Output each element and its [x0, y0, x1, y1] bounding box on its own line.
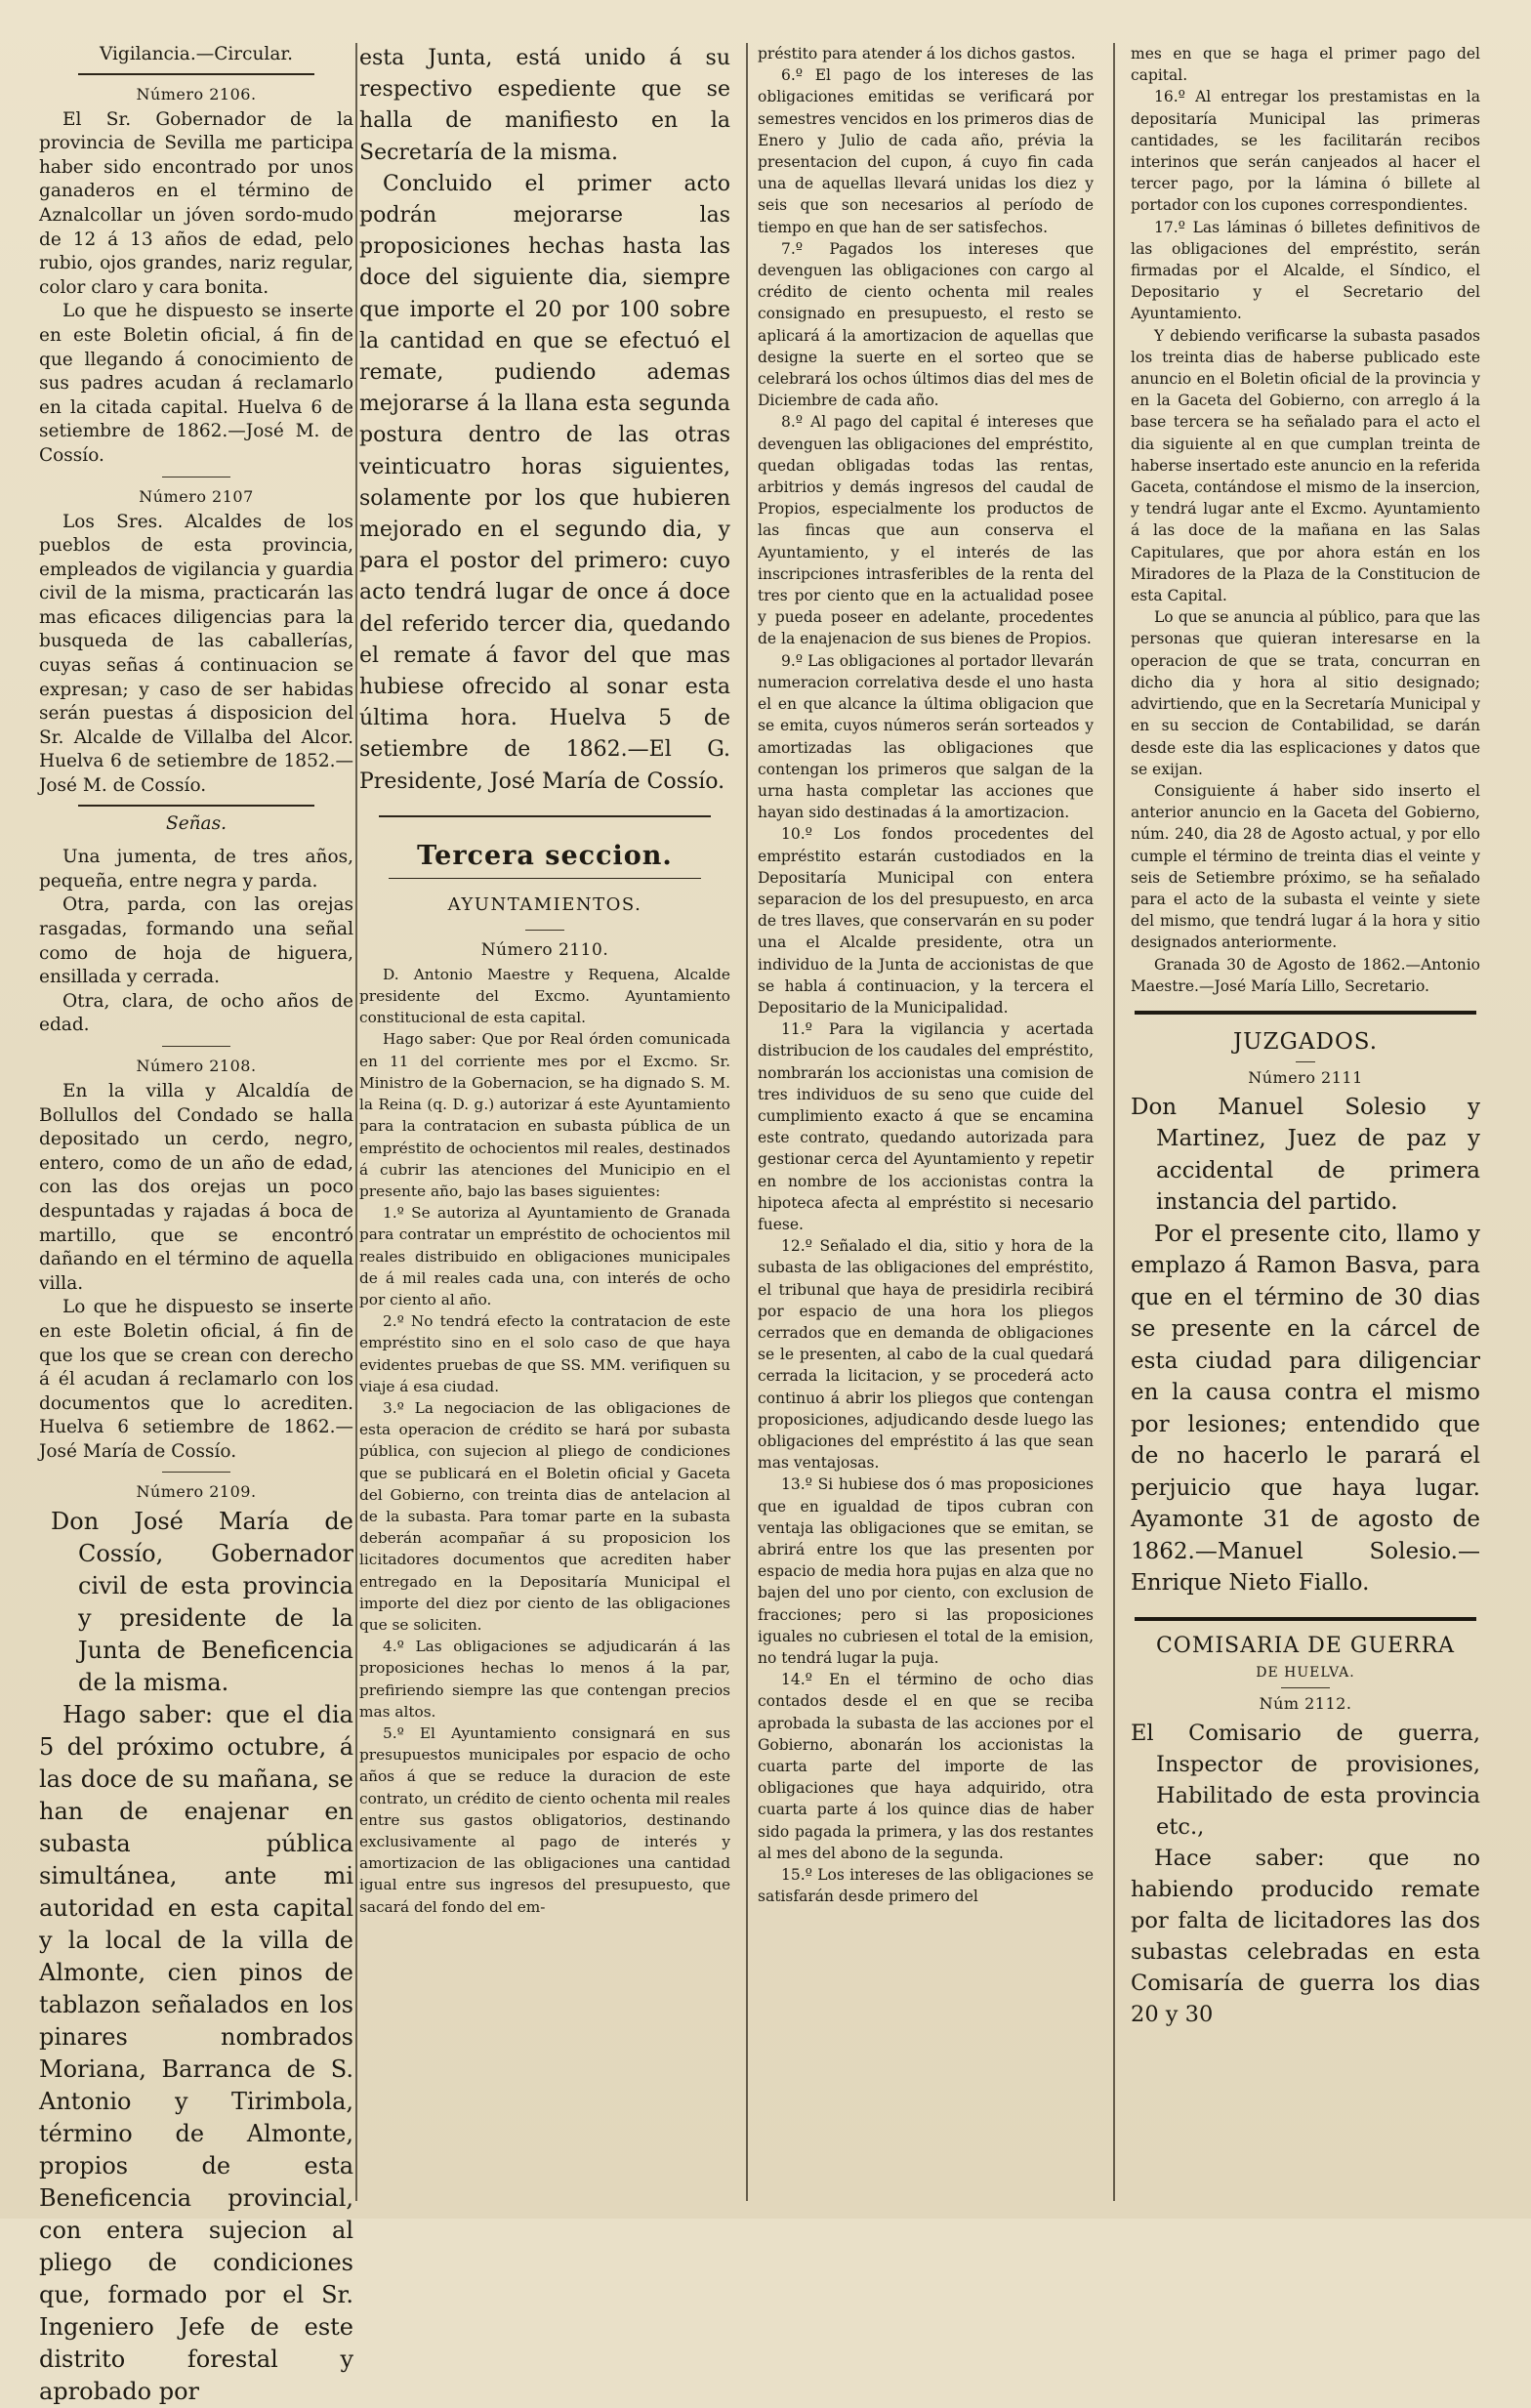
signature-line: Granada 30 de Agosto de 1862.—Antonio Maestre.—José María Lillo, Secretario. — [1131, 955, 1480, 995]
notice-paragraph: Consiguiente á haber sido inserto el anterior anuncio en la Gaceta del Gobierno, núm. 240, dia 28 de Agosto actual, y por ello cumple el término de treinta dias el veinte y seis de Setiembre próximo, se ha señalado para el acto de la subasta el veinte y siete del mismo, que tendrá lugar á la hora y sitio designados anteriormente. — [1131, 781, 1480, 952]
notice-heading: Don Manuel Solesio y Martinez, Juez de paz y accidental de primera instancia del partido. — [1131, 1094, 1480, 1216]
subheading: Señas. — [166, 812, 227, 834]
notice-paragraph: Concluido el primer acto podrán mejorarse las proposiciones hechas hasta las doce del siguiente dia, siempre que importe el 20 por 100 sobre la cantidad en que se efectuó el remate, pudiendo ademas mejorarse á la llana esta segunda postura dentro de las otras veinticuatro horas siguientes, solamente por los que hubieren mejorado en el segundo dia, y para el postor del primero: cuyo acto tendrá lugar de once á doce del referido tercer dia, quedando el remate á favor del que mas hubiese ofrecido al sonar esta última hora. Huelva 5 de setiembre de 1862.—El G. Presidente, José María de Cossío. — [359, 171, 730, 794]
divider — [525, 930, 564, 931]
base-item: 17.º Las láminas ó billetes definitivos de las obligaciones del empréstito, serán firmadas por el Alcalde, el Síndico, el Depositario y el Secretario del Ayuntamiento. — [1131, 218, 1480, 323]
notice-paragraph: Lo que he dispuesto se inserte en este Boletin oficial, á fin de que llegando á conocimiento de sus padres acudan á reclamarlo en la citada capital. Huelva 6 de setiembre de 1862.—José M. de Cossío. — [39, 301, 353, 466]
notice-paragraph: Los Sres. Alcaldes de los pueblos de esta provincia, empleados de vigilancia y guardia civil de la misma, practicarán las mas eficaces diligencias para la busqueda de las caballerías, cuyas señas á continuacion se expresan; y caso de ser habidas serán puestas á disposicion del Sr. Alcalde de Villalba del Alcor. Huelva 6 de setiembre de 1852.—José M. de Cossío. — [39, 511, 353, 797]
notice-heading: El Comisario de guerra, Inspector de provisiones, Habilitado de esta provincia etc., — [1131, 1720, 1480, 1840]
notice-paragraph: mes en que se haga el primer pago del capital. — [1131, 45, 1480, 85]
notice-paragraph: Lo que he dispuesto se inserte en este Boletin oficial, á fin de que los que se crean con derecho á él acudan á reclamarlo con los documentos que lo acrediten. Huelva 6 setiembre de 1862.—José María de Cossío. — [39, 1297, 353, 1462]
column-rule — [1113, 43, 1115, 2201]
description-item: Otra, clara, de ocho años de edad. — [39, 990, 353, 1036]
notice-paragraph: esta Junta, está unido á su respectivo espediente que se halla de manifiesto en la Secretaría de la misma. — [359, 46, 730, 165]
base-item: 4.º Las obligaciones se adjudicarán á las proposiciones hechas lo menos á la par, prefiriendo siempre las que contengan precios mas altos. — [359, 1638, 730, 1721]
notice-paragraph: Hago saber: que el dia 5 del próximo octubre, á las doce de su mañana, se han de enajenar en subasta pública simultánea, ante mi autoridad en esta capital y la local de la villa de Almonte, cien pinos de tablazon señalados en los pinares nombrados Moriana, Barranca de S. Antonio y Tirimbola, término de Almonte, propios de esta Beneficencia provincial, con entera sujecion al pliego de condiciones que, formado por el Sr. Ingeniero Jefe de este distrito forestal y aprobado por — [39, 1701, 353, 2406]
notice-number: Número 2111 — [1248, 1067, 1363, 1087]
column-3 — [758, 43, 1094, 2211]
notice-number: Número 2107 — [139, 486, 254, 506]
notice-number: Número 2108. — [136, 1056, 257, 1075]
divider — [1296, 1061, 1315, 1062]
description-item: Una jumenta, de tres años, pequeña, entre negra y parda. — [39, 847, 353, 892]
notice-number: Número 2109. — [136, 1482, 257, 1502]
notice-paragraph: Hago saber: Que por Real órden comunicada en 11 del corriente mes por el Excmo. Sr. Ministro de la Gobernacion, se ha dignado S. M. la Reina (q. D. g.) autorizar á este Ayuntamiento para la contratacion en subasta pública de un empréstito de ochocientos mil reales, destinados á cubrir las atenciones del Municipio en el presente año, bajo las bases siguientes: — [359, 1030, 730, 1200]
notice-paragraph: D. Antonio Maestre y Requena, Alcalde presidente del Excmo. Ayuntamiento constitucional de esta capital. — [359, 965, 730, 1027]
description-item: Otra, parda, con las orejas rasgadas, formando una señal como de hoja de higuera, ensillada y cerrada. — [39, 894, 353, 988]
divider — [78, 73, 314, 75]
divider — [379, 815, 711, 817]
base-item: 2.º No tendrá efecto la contratacion de este empréstito sino en el solo caso de que haya evidentes pruebas de que SS. MM. verifiquen su viaje á esa ciudad. — [359, 1312, 730, 1395]
base-item: 1.º Se autoriza al Ayuntamiento de Granada para contratar un empréstito de ochocientos mil reales distribuido en obligaciones municipales de á mil reales cada una, con interés de ocho por ciento al año. — [359, 1204, 730, 1308]
section-heading: Vigilancia.—Circular. — [99, 44, 294, 64]
base-item: 3.º La negociacion de las obligaciones de esta operacion de crédito se hará por subasta pública, con sujecion al pliego de condiciones que se publicará en el Boletin oficial y Gaceta del Gobierno, con treinta dias de antelacion al de la subasta. Para tomar parte en la subasta deberán acompañar á su proposicion los licitadores documentos que acrediten haber entregado en la Depositaría Municipal el importe del diez por ciento de las obligaciones que se soliciten. — [359, 1398, 730, 1634]
section-subtitle: JUZGADOS. — [1232, 1028, 1379, 1055]
notice-paragraph: préstito para atender á los dichos gastos. — [758, 45, 1076, 62]
notice-paragraph: Lo que se anuncia al público, para que las personas que quieran interesarse en la operacion de que se trata, concurran en dicho dia y hora al sitio designado; advirtiendo, que en la Secretaría Municipal y en su seccion de Contabilidad, se darán desde este dia las esplicaciones y datos que se exijan. — [1131, 608, 1480, 778]
column-4 — [1131, 43, 1480, 2211]
section-title: Tercera seccion. — [417, 840, 673, 871]
divider — [1135, 1011, 1476, 1015]
divider — [78, 805, 314, 807]
column-2 — [359, 43, 730, 2201]
notice-number: Número 2110. — [480, 939, 609, 960]
column-rule — [355, 43, 357, 2201]
section-subtitle: COMISARIA DE GUERRA — [1155, 1633, 1456, 1658]
divider — [1135, 1617, 1476, 1621]
notice-paragraph: El Sr. Gobernador de la provincia de Sevilla me participa haber sido encontrado por unos ganaderos en el término de Aznalcollar un jóven sordo-mudo de 12 á 13 años de edad, pelo rubio, ojos grandes, nariz regular, color claro y cara bonita. — [39, 108, 353, 298]
divider — [389, 878, 701, 879]
base-item: 10.º Los fondos procedentes del empréstito estarán custodiados en la Depositaría Municipal con entera separacion de los del presupuesto, en arca de tres llaves, que conservarán en su poder una el Alcalde presidente, otra un individuo de la Junta de accionistas de que se habla á continuacion, y la tercera el Depositario de la Municipalidad. — [758, 825, 1094, 1017]
notice-number: Número 2106. — [136, 84, 257, 104]
base-item: 8.º Al pago del capital é intereses que devenguen las obligaciones del empréstito, quedan obligadas todas las rentas, arbitrios y demás ingresos del caudal de Propios, especialmente los productos de las fincas que aun conserva el Ayuntamiento, y el interés de las inscripciones intrasferibles de la renta del tres por ciento que en la actualidad posee y pueda poseer en adelante, procedentes de la enajenacion de sus bienes de Propios. — [758, 413, 1094, 648]
notice-paragraph: Por el presente cito, llamo y emplazo á Ramon Basva, para que en el término de 30 dias se presente en la cárcel de esta ciudad para diligenciar en la causa contra el mismo por lesiones; entendido que de no hacerlo le parará el perjuicio que haya lugar. Ayamonte 31 de agosto de 1862.—Manuel Solesio.—Enrique Nieto Fiallo. — [1131, 1221, 1480, 1597]
base-item: 15.º Los intereses de las obligaciones se satisfarán desde primero del — [758, 1866, 1094, 1906]
column-1 — [39, 43, 353, 2406]
notice-paragraph: Y debiendo verificarse la subasta pasados los treinta dias de haberse publicado este anuncio en el Boletin oficial de la provincia y en la Gaceta del Gobierno, con arreglo á la base tercera se ha señalado para el acto el dia siguiente al en que cumplan treinta de haberse insertado este anuncio en la referida Gaceta, contándose el mismo de la insercion, y tendrá lugar ante el Excmo. Ayuntamiento á las doce de la mañana en las Salas Capitulares, que por ahora están en los Miradores de la Plaza de la Constitucion de esta Capital. — [1131, 326, 1480, 605]
base-item: 7.º Pagados los intereses que devenguen las obligaciones con cargo al crédito de ciento ochenta mil reales consignado en presupuesto, el resto se aplicará á la amortizacion de aquellas que designe la suerte en el sorteo que se celebrará los ochos últimos dias del mes de Diciembre de cada año. — [758, 239, 1094, 410]
section-subtitle: DE HUELVA. — [1256, 1664, 1355, 1681]
notice-paragraph: Hace saber: que no habiendo producido remate por falta de licitadores las dos subastas celebradas en esta Comisaría de guerra los dias 20 y 30 — [1131, 1845, 1480, 2027]
base-item: 11.º Para la vigilancia y acertada distribucion de los caudales del empréstito, nombrarán los accionistas una comision de tres individuos de su seno que cuide del cumplimiento exacto á que se encamina este contrato, quedando autorizada para gestionar cerca del Ayuntamiento y repetir en nombre de los accionistas contra la hipoteca afecta al empréstito si necesario fuese. — [758, 1020, 1094, 1233]
divider — [1281, 1687, 1330, 1688]
base-item: 14.º En el término de ocho dias contados desde el en que se reciba aprobada la subasta de las acciones por el Gobierno, abonarán los accionistas la cuarta parte del importe de las obligaciones que haya adquirido, otra cuarta parte á los quince dias de haber sido pagada la primera, y las dos restantes al mes del abono de la segunda. — [758, 1671, 1094, 1862]
notice-paragraph: En la villa y Alcaldía de Bollullos del Condado se halla depositado un cerdo, negro, entero, como de un año de edad, con las dos orejas un poco despuntadas y rajadas á boca de martillo, que se encontró dañando en el término de aquella villa. — [39, 1080, 353, 1294]
base-item: 12.º Señalado el dia, sitio y hora de la subasta de las obligaciones del empréstito, el tribunal que haya de presidirla recibirá por espacio de una hora los pliegos cerrados que en demanda de obligaciones se le presenten, al cabo de la cual quedará cerrada la licitacion, y se procederá acto continuo á abrir los pliegos que contengan proposiciones, adjudicando desde luego las obligaciones del empréstito á las que sean mas ventajosas. — [758, 1237, 1094, 1473]
base-item: 9.º Las obligaciones al portador llevarán numeracion correlativa desde el uno hasta el en que alcance la última obligacion que se emita, cuyos números serán sorteados y amortizadas las obligaciones que contengan los primeros que salgan de la urna hasta completar las acciones que hayan sido destinadas á la amortizacion. — [758, 651, 1094, 822]
notice-number: Núm 2112. — [1259, 1693, 1352, 1713]
section-subtitle: AYUNTAMIENTOS. — [447, 893, 642, 915]
column-rule — [746, 43, 748, 2201]
divider — [162, 1472, 230, 1473]
base-item: 16.º Al entregar los prestamistas en la depositaría Municipal las primeras cantidades, se les facilitarán recibos interinos que serán canjeados al hacer el tercer pago, por la lámina ó billete al portador con los cupones correspondientes. — [1131, 88, 1480, 215]
divider — [162, 1046, 230, 1047]
base-item: 6.º El pago de los intereses de las obligaciones emitidas se verificará por semestres vencidos en los primeros dias de Enero y Julio de cada año, prévia la presentacion del cupon, á cuyo fin cada una de aquellas llevará unidas los diez y seis que son necesarios al período de tiempo en que han de ser satisfechos. — [758, 66, 1094, 236]
notice-heading: Don José María de Cossío, Gobernador civil de esta provincia y presidente de la Junta de Beneficencia de la misma. — [51, 1508, 353, 1697]
base-item: 13.º Si hubiese dos ó mas proposiciones que en igualdad de tipos cubran con ventaja las obligaciones que se emitan, se abrirá entre los que las presenten por espacio de media hora pujas en alza que no bajen del uno por ciento, con exclusion de fracciones; pero si las proposiciones iguales no cubriesen el total de la emision, no tendrá lugar la puja. — [758, 1475, 1094, 1668]
base-item: 5.º El Ayuntamiento consignará en sus presupuestos municipales por espacio de ocho años á que se reduce la duracion de este contrato, un crédito de ciento ochenta mil reales entre sus gastos obligatorios, destinando exclusivamente al pago de interés y amortizacion de las obligaciones una cantidad igual entre sus ingresos del presupuesto, que sacará del fondo del em- — [359, 1723, 730, 1916]
